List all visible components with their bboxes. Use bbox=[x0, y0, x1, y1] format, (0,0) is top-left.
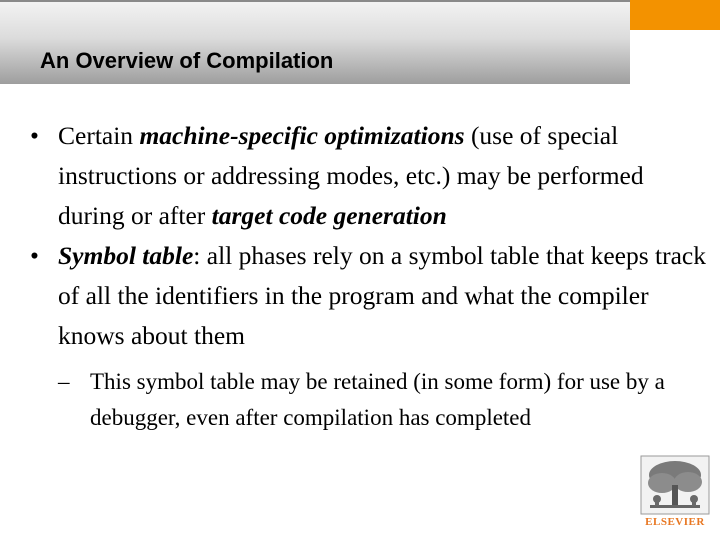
bullet-list bbox=[30, 116, 710, 436]
bullet-marker: • bbox=[30, 241, 39, 270]
bullet-text-emphasis: machine-specific optimizations bbox=[139, 121, 465, 150]
bullet-item bbox=[30, 236, 710, 356]
bullet-marker: • bbox=[30, 121, 39, 150]
sub-bullet-text: This symbol table may be retained (in some form) for use by a debugger, even after compilation has completed bbox=[90, 369, 665, 430]
bullet-text-segment: (use of special instructions or addressing modes, etc.) may be performed during or after bbox=[58, 121, 644, 230]
logo-wordmark: ELSEVIER bbox=[645, 516, 705, 528]
bullet-text-emphasis: Symbol table bbox=[58, 241, 194, 270]
bullet-text-emphasis: target code generation bbox=[211, 201, 447, 230]
sub-bullet-item bbox=[58, 364, 680, 436]
title-bar-top-rule bbox=[0, 0, 630, 2]
accent-block bbox=[630, 0, 720, 30]
bullet-text-segment: Certain bbox=[58, 121, 140, 150]
sub-bullet-marker: – bbox=[58, 369, 70, 394]
slide-title: An Overview of Compilation bbox=[40, 48, 334, 73]
bullet-item bbox=[30, 116, 710, 236]
bullet-text-segment: : all phases rely on a symbol table that keeps track of all the identifiers in the program and what the compiler knows about them bbox=[58, 241, 706, 350]
